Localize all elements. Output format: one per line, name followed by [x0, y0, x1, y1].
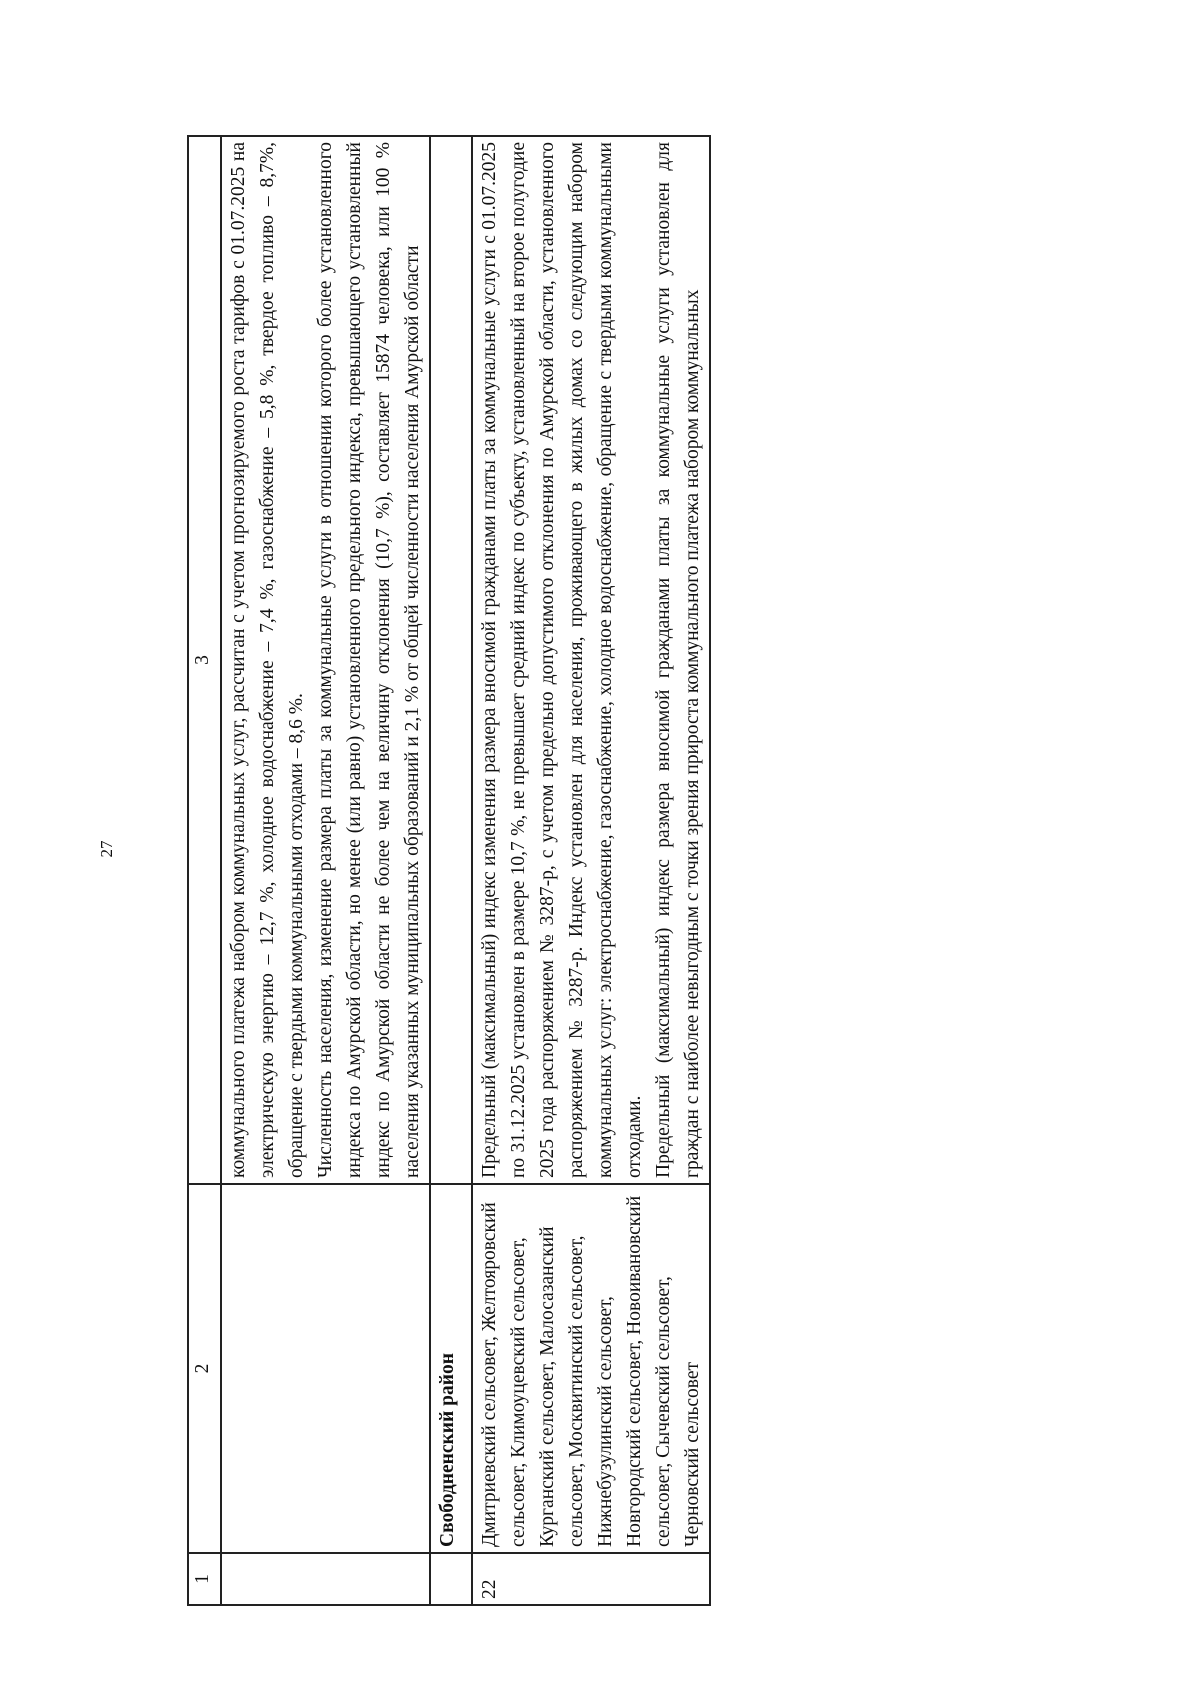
paragraph-index-max: Предельный (максимальный) индекс размера вносимой гражданами платы за коммунальные услуги установлен для граждан с наиболее невыгодным с точки зрения прироста коммунального платежа набором коммунальных — [653, 142, 703, 1178]
header-col-3: 3 — [188, 136, 221, 1184]
cell-empty-municipality — [221, 1184, 430, 1553]
table-header-row — [188, 136, 221, 1605]
cell-district-empty — [430, 1553, 472, 1605]
cell-district-empty-text — [430, 136, 472, 1184]
table-row-district — [430, 136, 472, 1605]
paragraph-index-setup: Предельный (максимальный) индекс изменения размера вносимой гражданами платы за коммунальные услуги с 01.07.2025 по 31.12.2025 установлен в размере 10,7 %, не превышает средний индекс по субъекту, установленный на второе полугодие 2025 года распоряжением № 3287-р, с учетом предельно допустимого отклонения по Амурской области, установленного распоряжением № 3287-р. Индекс установлен для населения, проживающего в жилых домах со следующим набором коммунальных услуг: электроснабжение, газоснабжение, холодное водоснабжение, обращение с твердыми коммунальными отходами. — [479, 142, 645, 1178]
district-name: Свободненский район — [430, 1184, 472, 1553]
data-table — [187, 135, 711, 1606]
table-row-22 — [472, 136, 710, 1605]
paragraph-population: Численность населения, изменение размера платы за коммунальные услуги в отношении которого более установленного индекса по Амурской области, но менее (или равно) установленного предельного индекса, превышающего установленный индекс по Амурской области не более чем на величину отклонения (10,7 %), составляет 15874 человека, или 100 % населения указанных муниципальных образований и 2,1 % от общей численности населения Амурской области — [315, 142, 423, 1178]
cell-continued-text — [221, 136, 430, 1184]
paragraph-tariff-growth: коммунального платежа набором коммунальных услуг, рассчитан с учетом прогнозируемого роста тарифов с 01.07.2025 на электрическую энергию – 12,7 %, холодное водоснабжение – 7,4 %, газоснабжение – 5,8 %, твердое топливо – 8,7%, обращение с твердыми коммунальными отходами – 8,6 %. — [228, 142, 307, 1178]
rotated-table-frame — [187, 137, 1029, 1606]
cell-empty-number — [221, 1553, 430, 1605]
municipalities-list: Дмитриевский сельсовет, Желтояровский сельсовет, Климоуцевский сельсовет, Курганский сельсовет, Малосазанский сельсовет, Москвитинский сельсовет, Нижнебузулинский сельсовет, Новгородский сельсовет, Новоивановский сельсовет, Сычевский сельсовет, Черновский сельсовет — [472, 1184, 710, 1553]
table-row-continued — [221, 136, 430, 1605]
row-number: 22 — [472, 1553, 710, 1605]
page-number: 27 — [97, 840, 116, 858]
header-col-1: 1 — [188, 1553, 221, 1605]
cell-row-22-text — [472, 136, 710, 1184]
header-col-2: 2 — [188, 1184, 221, 1553]
